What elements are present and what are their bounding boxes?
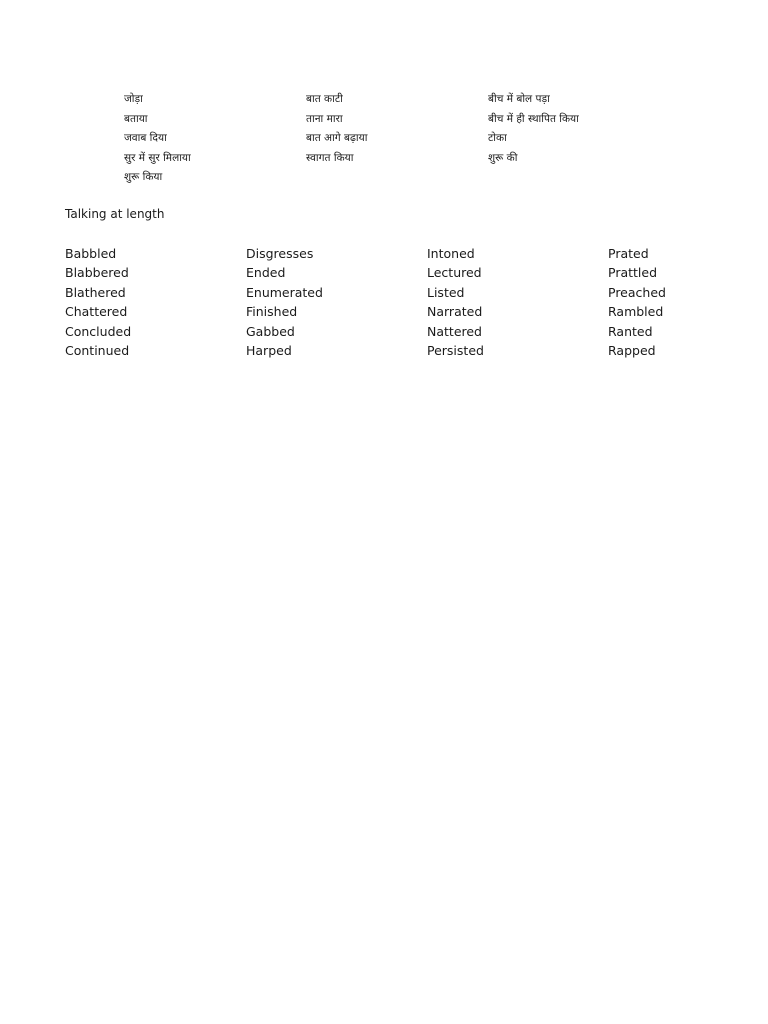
hindi-word	[488, 168, 688, 188]
hindi-word: जोड़ा	[124, 93, 143, 105]
word-cell: Preached	[608, 284, 666, 300]
hindi-word: बात आगे बढ़ाया	[306, 132, 368, 145]
word-cell: Babbled	[65, 246, 117, 261]
word-cell: Ranted	[608, 323, 653, 339]
word-cell: Concluded	[65, 323, 132, 339]
hindi-word: सुर में सुर मिलाया	[124, 151, 191, 164]
hindi-word: बीच में बोल पड़ा	[488, 93, 550, 105]
word-cell: Disgresses	[246, 246, 314, 261]
hindi-word: बात काटी	[306, 93, 343, 105]
word-cell: Intoned	[427, 246, 475, 261]
word-cell: Gabbed	[246, 323, 295, 339]
english-word-table	[65, 244, 728, 360]
hindi-word: बीच में ही स्थापित किया	[488, 112, 579, 125]
word-cell: Prattled	[608, 265, 658, 281]
hindi-word: स्वागत किया	[306, 151, 354, 164]
word-cell: Ended	[246, 265, 286, 281]
word-cell: Listed	[427, 284, 465, 300]
hindi-word: टोका	[488, 132, 507, 145]
word-cell: Continued	[65, 342, 130, 358]
word-cell: Prated	[608, 246, 649, 261]
word-cell: Nattered	[427, 323, 482, 339]
hindi-word	[306, 168, 488, 188]
hindi-word-table	[124, 90, 688, 188]
hindi-word: ताना मारा	[306, 112, 343, 125]
word-cell: Persisted	[427, 342, 484, 358]
word-cell: Harped	[246, 342, 292, 358]
hindi-word: बताया	[124, 112, 148, 125]
word-cell: Rambled	[608, 304, 664, 320]
hindi-word: शुरू किया	[124, 171, 163, 184]
word-cell: Chattered	[65, 304, 128, 320]
word-cell: Blabbered	[65, 265, 129, 281]
hindi-word: जवाब दिया	[124, 132, 167, 145]
word-cell: Rapped	[608, 342, 656, 358]
word-cell: Lectured	[427, 265, 482, 281]
word-cell: Blathered	[65, 284, 126, 300]
section-heading: Talking at length	[65, 207, 165, 221]
hindi-word: शुरू की	[488, 151, 518, 164]
word-cell: Narrated	[427, 304, 483, 320]
word-cell: Enumerated	[246, 284, 323, 300]
word-cell: Finished	[246, 304, 298, 320]
